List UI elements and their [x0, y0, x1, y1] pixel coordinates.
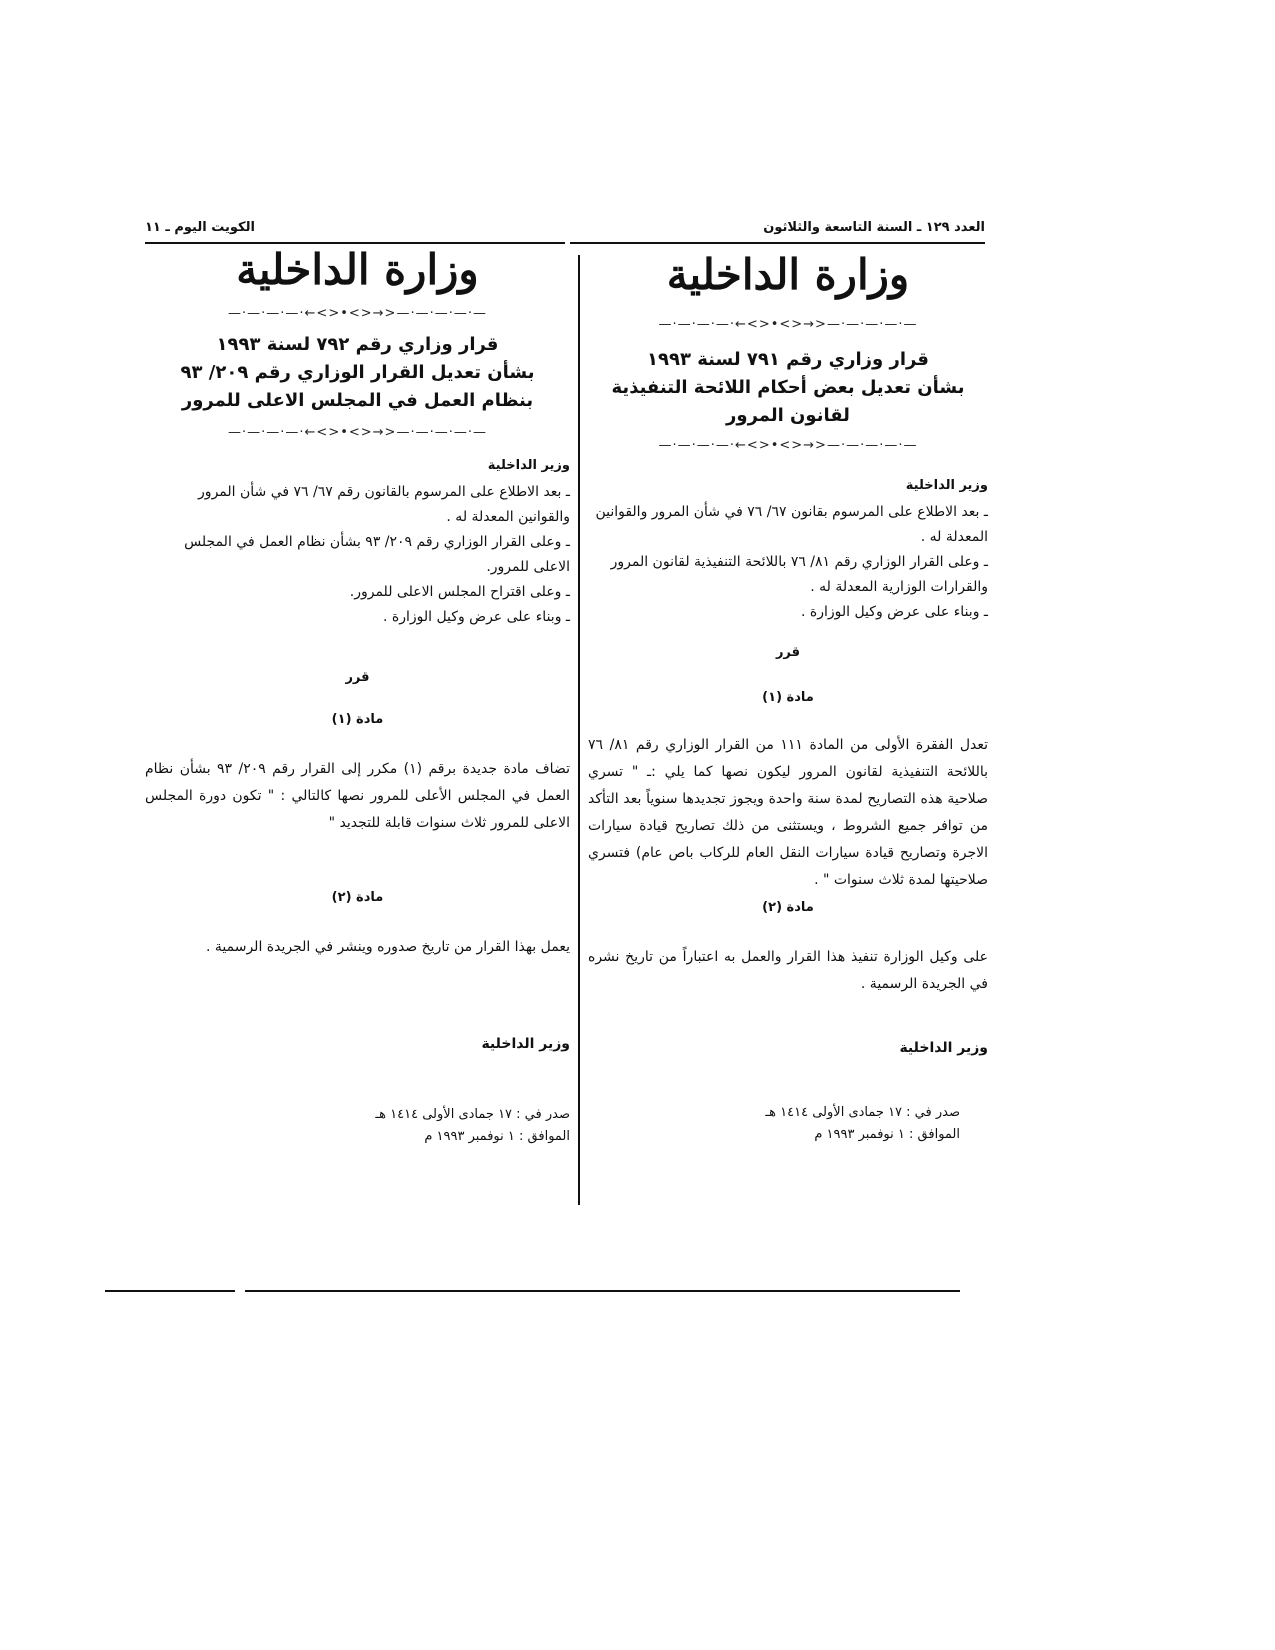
column-divider	[578, 255, 580, 1205]
date-gregorian: الموافق : ١ نوفمبر ١٩٩٣ م	[424, 1129, 570, 1144]
article-2-text: يعمل بهذا القرار من تاريخ صدوره وينشر في الجريدة الرسمية .	[206, 939, 570, 955]
decree-title-line: بنظام العمل في المجلس الاعلى للمرور	[181, 390, 534, 411]
article-2-title: مادة (٢)	[762, 900, 814, 915]
preamble-item: ـ بعد الاطلاع على المرسوم بقانون ٦٧/ ٧٦ في شأن المرور والقوانين المعدلة له .	[595, 504, 988, 545]
minister-signature: وزير الداخلية	[899, 1040, 988, 1056]
minister-label: وزير الداخلية	[487, 458, 570, 473]
decree-title-line: بشأن تعديل القرار الوزاري رقم ٢٠٩/ ٩٣	[180, 362, 535, 383]
decree-title-line: لقانون المرور	[726, 405, 850, 426]
date-gregorian: الموافق : ١ نوفمبر ١٩٩٣ م	[814, 1127, 960, 1142]
decree-792-column	[145, 245, 570, 440]
article-2-text: على وكيل الوزارة تنفيذ هذا القرار والعمل به اعتباراً من تاريخ نشره في الجريدة الرسمية .	[588, 949, 988, 992]
minister-label: وزير الداخلية	[905, 478, 988, 493]
preamble-item: ـ وعلى القرار الوزاري رقم ٨١/ ٧٦ باللائحة التنفيذية لقانون المرور والقرارات الوزارية المعدلة له .	[610, 554, 988, 595]
ornament-divider: —·—·—·—·—<→<>•<>←·—·—·—·—	[658, 317, 918, 332]
bottom-rule-main	[245, 1290, 960, 1292]
header-rule-right	[570, 242, 985, 244]
issue-date-block	[740, 1102, 960, 1146]
header-rule-left	[145, 242, 565, 244]
article-1-title: مادة (١)	[762, 690, 814, 705]
date-hijri: صدر في : ١٧ جمادى الأولى ١٤١٤ هـ	[375, 1107, 570, 1122]
preamble-list	[145, 480, 570, 630]
article-1-title: مادة (١)	[331, 712, 384, 727]
decided-label: قرر	[345, 670, 370, 685]
preamble-item: ـ بعد الاطلاع على المرسوم بالقانون رقم ٦٧/ ٧٦ في شأن المرور والقوانين المعدلة له .	[198, 484, 570, 525]
page-header-kuwait-today: الكويت اليوم ـ ١١	[145, 220, 255, 235]
issue-number-header: العدد ١٢٩ ـ السنة التاسعة والثلاثون	[763, 220, 985, 235]
preamble-item: ـ وعلى اقتراح المجلس الاعلى للمرور.	[349, 584, 570, 600]
decree-title	[588, 346, 988, 430]
issue-date-block	[340, 1104, 570, 1148]
ministry-heading: وزارة الداخلية	[236, 245, 479, 294]
preamble-list	[588, 500, 988, 625]
decree-791-column	[588, 250, 988, 453]
decided-label: قرر	[775, 645, 801, 660]
minister-signature: وزير الداخلية	[481, 1036, 570, 1052]
decree-title	[145, 331, 570, 415]
decree-title-line: قرار وزاري رقم ٧٩١ لسنة ١٩٩٣	[647, 349, 929, 370]
decree-title-line: قرار وزاري رقم ٧٩٢ لسنة ١٩٩٣	[216, 334, 499, 355]
preamble-item: ـ وبناء على عرض وكيل الوزارة .	[382, 609, 570, 625]
article-1-text: تضاف مادة جديدة برقم (١) مكرر إلى القرار رقم ٢٠٩/ ٩٣ بشأن نظام العمل في المجلس الأعلى للمرور نصها كالتالي : " تكون دورة المجلس الاعلى للمرور ثلاث سنوات قابلة للتجديد "	[145, 761, 570, 831]
article-2-title: مادة (٢)	[331, 890, 384, 905]
ministry-heading: وزارة الداخلية	[666, 250, 910, 299]
bottom-rule-left	[105, 1290, 235, 1292]
ornament-divider: —·—·—·—·—<→<>•<>←·—·—·—·—	[228, 425, 487, 440]
article-1-text: تعدل الفقرة الأولى من المادة ١١١ من القرار الوزاري رقم ٨١/ ٧٦ باللائحة التنفيذية لقانون المرور ليكون نصها كما يلي :ـ " تسري صلاحية هذه التصاريح لمدة سنة واحدة ويجوز تجديدها سنوياً بعد التأكد من توافر جميع الشروط ، ويستثنى من ذلك تصاريح قيادة سيارات الاجرة وتصاريح قيادة سيارات النقل العام للركاب باص عام) فتسري صلاحيتها لمدة ثلاث سنوات " .	[588, 737, 989, 888]
preamble-item: ـ وبناء على عرض وكيل الوزارة .	[800, 604, 988, 620]
date-hijri: صدر في : ١٧ جمادى الأولى ١٤١٤ هـ	[765, 1105, 960, 1120]
ornament-divider: —·—·—·—·—<→<>•<>←·—·—·—·—	[658, 438, 918, 453]
decree-title-line: بشأن تعديل بعض أحكام اللائحة التنفيذية	[611, 377, 965, 398]
ornament-divider: —·—·—·—·—<→<>•<>←·—·—·—·—	[228, 306, 487, 321]
preamble-item: ـ وعلى القرار الوزاري رقم ٢٠٩/ ٩٣ بشأن نظام العمل في المجلس الاعلى للمرور.	[184, 534, 570, 575]
